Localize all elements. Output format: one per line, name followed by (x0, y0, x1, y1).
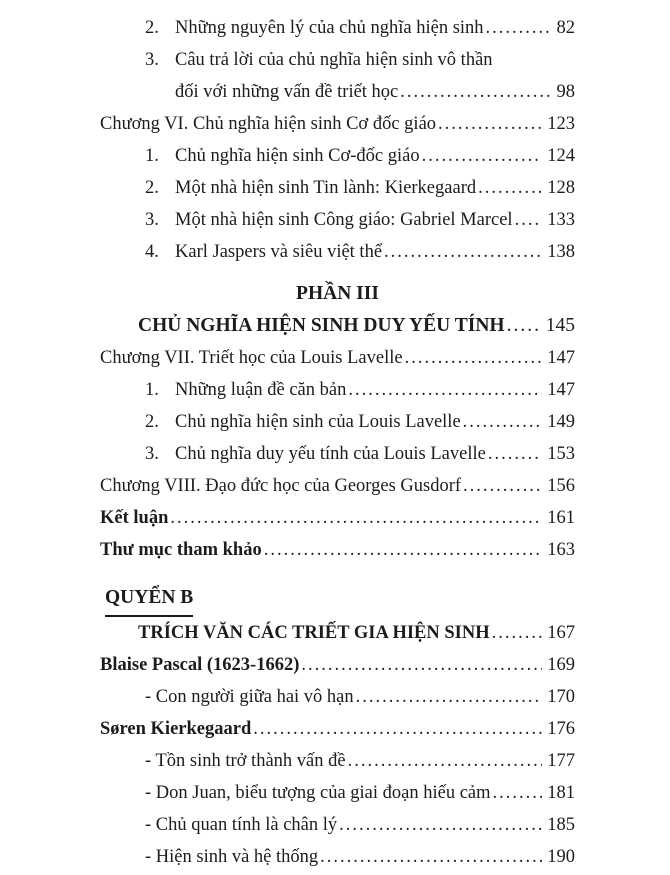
toc-entry-title: - Hiện sinh và hệ thống (145, 847, 319, 867)
toc-entry-page: 176 (547, 719, 575, 739)
toc-entry-title: PHẦN III (296, 283, 379, 304)
toc-entry (100, 470, 575, 502)
toc-entry-number: 1. (145, 380, 159, 400)
toc-entry-title: Chương VII. Triết học của Louis Lavelle (100, 348, 403, 368)
toc-entry-page: 147 (547, 380, 575, 400)
toc-entry-number: 3. (145, 50, 159, 70)
dot-leader-icon (507, 310, 541, 342)
toc-entry-title: Chủ nghĩa duy yếu tính của Louis Lavelle (175, 444, 486, 464)
toc-entry-title: TRÍCH VĂN CÁC TRIẾT GIA HIỆN SINH (138, 623, 490, 643)
toc-entry-page: 145 (545, 315, 575, 336)
dot-leader-icon (348, 745, 543, 777)
toc-entry-number: 3. (145, 210, 159, 230)
toc-entry-page: 190 (547, 847, 575, 867)
toc-entry-title: Chủ nghĩa hiện sinh Cơ-đốc giáo (175, 146, 420, 166)
toc-entry-page: 138 (547, 242, 575, 262)
toc-entry (138, 617, 575, 649)
toc-entry-page: 82 (556, 18, 575, 38)
toc-entry-page: 170 (547, 687, 575, 707)
dot-leader-icon (486, 12, 552, 44)
toc-entry (145, 438, 575, 470)
toc-entry-page: 133 (547, 210, 575, 230)
toc-entry-title: đối với những vấn đề triết học (175, 82, 399, 102)
toc-entry (145, 140, 575, 172)
toc-entry-page: 98 (556, 82, 575, 102)
toc-entry-page: 147 (547, 348, 575, 368)
toc-entry (145, 12, 575, 44)
toc-entry (105, 582, 575, 617)
toc-entry (145, 841, 575, 873)
toc-entry (145, 777, 575, 809)
toc-entry-page: 163 (547, 540, 575, 560)
toc-entry-title: Blaise Pascal (1623-1662) (100, 655, 300, 675)
toc-entry-title: Những luận đề căn bản (175, 380, 347, 400)
toc-entry-title: - Con người giữa hai vô hạn (145, 687, 354, 707)
toc-entry-title: QUYỂN B (105, 582, 193, 617)
toc-entry-title: Chủ nghĩa hiện sinh của Louis Lavelle (175, 412, 461, 432)
toc-entry-page: 167 (547, 623, 575, 643)
toc-entry-title: CHỦ NGHĨA HIỆN SINH DUY YẾU TÍNH (138, 315, 505, 336)
toc-entry (100, 342, 575, 374)
toc-entry (145, 44, 575, 76)
toc-entry (145, 681, 575, 713)
toc-entry-page: 156 (547, 476, 575, 496)
dot-leader-icon (339, 809, 542, 841)
toc-entry (100, 649, 575, 681)
dot-leader-icon (492, 617, 543, 649)
toc-entry (100, 534, 575, 566)
toc-entry-number: 4. (145, 242, 159, 262)
toc-entry-title: Một nhà hiện sinh Tin lành: Kierkegaard (175, 178, 477, 198)
toc-entry-number: 2. (145, 178, 159, 198)
toc-entry (100, 108, 575, 140)
toc-entry-title: Chương VIII. Đạo đức học của Georges Gusdorf (100, 476, 462, 496)
toc-entry-title: Karl Jaspers và siêu việt thể (175, 242, 383, 262)
toc-entry (145, 236, 575, 268)
toc-entry-title: Những nguyên lý của chủ nghĩa hiện sinh (175, 18, 484, 38)
toc-entry-title: Câu trả lời của chủ nghĩa hiện sinh vô thần (175, 50, 493, 70)
toc-entry-title: - Don Juan, biểu tượng của giai đoạn hiếu cảm (145, 783, 491, 803)
toc-entry-page: 149 (547, 412, 575, 432)
toc-entry-number: 1. (145, 146, 159, 166)
toc-entry (145, 406, 575, 438)
dot-leader-icon (170, 502, 542, 534)
toc-entry (145, 204, 575, 236)
toc-entry-title: Søren Kierkegaard (100, 719, 252, 739)
toc-entry-page: 123 (547, 114, 575, 134)
dot-leader-icon (515, 204, 543, 236)
toc-entry (145, 745, 575, 777)
toc-entry-number: 2. (145, 18, 159, 38)
toc-entry-title: - Chủ quan tính là chân lý (145, 815, 338, 835)
toc-entry-number: 3. (145, 444, 159, 464)
toc-entry (138, 310, 575, 342)
toc-entry-title: - Tồn sinh trở thành vấn đề (145, 751, 346, 771)
toc-entry-page: 124 (547, 146, 575, 166)
toc-entry-page: 128 (547, 178, 575, 198)
toc-entry (100, 713, 575, 745)
toc-entry (145, 172, 575, 204)
toc-entry-page: 169 (547, 655, 575, 675)
dot-leader-icon (405, 342, 543, 374)
dot-leader-icon (422, 140, 543, 172)
dot-leader-icon (320, 841, 542, 873)
dot-leader-icon (348, 374, 542, 406)
dot-leader-icon (463, 470, 542, 502)
dot-leader-icon (384, 236, 542, 268)
toc-entry-page: 181 (547, 783, 575, 803)
toc-entry (145, 809, 575, 841)
toc-entry-title: Chương VI. Chủ nghĩa hiện sinh Cơ đốc giáo (100, 114, 437, 134)
toc-entry (100, 502, 575, 534)
dot-leader-icon (356, 681, 543, 713)
toc-entry-page: 177 (547, 751, 575, 771)
toc-entry-page: 161 (547, 508, 575, 528)
dot-leader-icon (438, 108, 542, 140)
toc-entry-page: 153 (547, 444, 575, 464)
dot-leader-icon (400, 76, 551, 108)
dot-leader-icon (264, 534, 543, 566)
toc-entry-title: Thư mục tham khảo (100, 540, 262, 560)
toc-entry (145, 374, 575, 406)
toc-entry-page: 185 (547, 815, 575, 835)
toc-entry-number: 2. (145, 412, 159, 432)
toc-entry (100, 278, 575, 310)
dot-leader-icon (463, 406, 543, 438)
dot-leader-icon (488, 438, 542, 470)
toc-entry (175, 76, 575, 108)
dot-leader-icon (253, 713, 542, 745)
dot-leader-icon (478, 172, 542, 204)
toc-entry-title: Một nhà hiện sinh Công giáo: Gabriel Marcel (175, 210, 513, 230)
toc-entry-title: Kết luận (100, 508, 169, 528)
dot-leader-icon (301, 649, 542, 681)
dot-leader-icon (493, 777, 543, 809)
